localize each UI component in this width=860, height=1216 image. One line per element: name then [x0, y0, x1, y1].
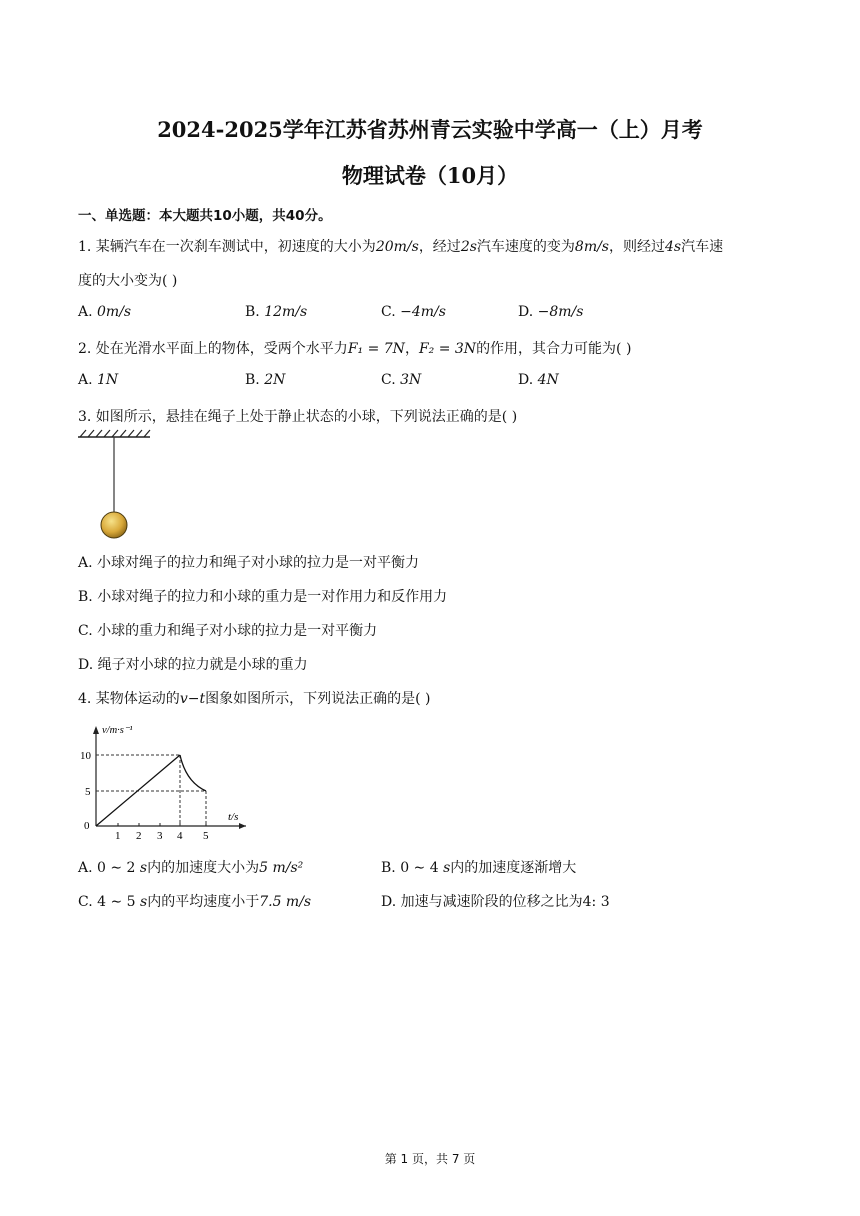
q1-stem-d: ，则经过: [609, 239, 665, 255]
q2-stem-a: 2. 处在光滑水平面上的物体，受两个水平力: [78, 341, 348, 357]
q3-option-d[interactable]: D. 绳子对小球的拉力就是小球的重力: [78, 657, 308, 673]
q4-option-a-value: 5 m/s²: [259, 860, 304, 876]
q2-option-c-value: 3N: [400, 372, 422, 388]
x-tick-2: 2: [136, 830, 142, 842]
q4-option-d-key: D.: [381, 894, 397, 910]
page-footer: 第 1 页，共 7 页: [384, 1152, 476, 1166]
q2-option-b-value: 2N: [264, 372, 286, 388]
guide-lines: [96, 755, 206, 826]
q4-option-b-range: 0 ∼ 4: [400, 860, 444, 876]
q3-option-a[interactable]: A. 小球对绳子的拉力和绳子对小球的拉力是一对平衡力: [78, 555, 420, 571]
q2-stem: [78, 338, 631, 358]
section-heading: 一、单选题：本大题共10小题，共40分。: [78, 208, 332, 224]
y-tick-10: 10: [80, 750, 91, 762]
q2-option-d-value: 4N: [537, 372, 559, 388]
y-axis-arrow: [93, 726, 99, 734]
y-axis-label: v/m·s⁻¹: [102, 725, 133, 736]
q1-stem-c: 汽车速度的变为: [476, 239, 575, 255]
q1-t2: 4s: [665, 239, 682, 255]
q1-v1: 8m/s: [574, 239, 609, 255]
q2-option-b-key: B.: [245, 372, 260, 388]
q1-option-d-value: −8m/s: [537, 304, 584, 320]
ceiling-hatch: [80, 430, 150, 437]
q4-option-a[interactable]: [78, 857, 303, 877]
q1-option-c-key: C.: [381, 304, 396, 320]
q4-stem-b: 图象如图所示，下列说法正确的是( ): [205, 691, 431, 707]
q4-option-c-unit: s: [140, 894, 148, 910]
q1-option-a-value: 0m/s: [97, 304, 132, 320]
q4-option-c[interactable]: [78, 891, 311, 911]
q1-option-d[interactable]: [518, 304, 583, 320]
x-axis-arrow: [239, 823, 246, 829]
q1-stem-line1: [78, 236, 723, 256]
q4-vt: v−t: [179, 691, 206, 707]
q2-f1: F₁ = 7N: [347, 341, 405, 357]
q4-option-a-key: A.: [78, 860, 93, 876]
q1-option-b-value: 12m/s: [264, 304, 308, 320]
q4-option-c-text: 内的平均速度小于: [147, 894, 260, 910]
q2-option-a-value: 1N: [97, 372, 119, 388]
x-tick-1: 1: [115, 830, 121, 842]
q2-option-d-key: D.: [518, 372, 534, 388]
q2-stem-b: 的作用，其合力可能为( ): [476, 341, 632, 357]
q4-option-b-key: B.: [381, 860, 396, 876]
x-tick-5: 5: [203, 830, 209, 842]
exam-title-line1: 2024-2025学年江苏省苏州青云实验中学高一（上）月考: [157, 117, 703, 142]
decel-curve: [180, 755, 206, 791]
q1-stem-a: 1. 某辆汽车在一次刹车测试中，初速度的大小为: [78, 239, 376, 255]
q2-option-d[interactable]: [518, 372, 559, 388]
q2-option-c[interactable]: [381, 372, 421, 388]
q4-option-a-unit: s: [139, 860, 148, 876]
q1-option-b[interactable]: [245, 304, 307, 320]
q2-option-a-key: A.: [78, 372, 93, 388]
q4-option-d-value: 4: 3: [582, 894, 610, 910]
q1-option-a-key: A.: [78, 304, 93, 320]
q4-option-c-range: 4 ∼ 5: [97, 894, 141, 910]
q1-stem-line2: 度的大小变为( ): [78, 273, 178, 289]
q1-stem-e: 汽车速: [681, 239, 724, 255]
x-tick-4: 4: [177, 830, 183, 842]
q4-option-c-key: C.: [78, 894, 93, 910]
q2-option-c-key: C.: [381, 372, 396, 388]
q4-option-d[interactable]: [381, 891, 610, 911]
q3-stem: 3. 如图所示，悬挂在绳子上处于静止状态的小球，下列说法正确的是( ): [78, 409, 518, 425]
q1-v0: 20m/s: [375, 239, 419, 255]
x-tick-3: 3: [157, 830, 163, 842]
q2-sep: ，: [404, 341, 419, 357]
q4-option-b[interactable]: [381, 857, 576, 877]
y-tick-5: 5: [85, 786, 91, 798]
q4-option-a-text: 内的加速度大小为: [147, 860, 260, 876]
q2-f2: F₂ = 3N: [418, 341, 477, 357]
q1-t1: 2s: [460, 239, 477, 255]
q3-option-c[interactable]: C. 小球的重力和绳子对小球的拉力是一对平衡力: [78, 623, 378, 639]
ball: [101, 512, 127, 538]
origin-label: 0: [84, 820, 90, 832]
q1-stem-b: ，经过: [418, 239, 461, 255]
exam-title-line2: 物理试卷（10月）: [341, 163, 519, 188]
vt-graph: [76, 716, 256, 842]
q4-option-a-range: 0 ∼ 2: [97, 860, 140, 876]
q2-option-a[interactable]: [78, 372, 118, 388]
q4-stem: [78, 688, 430, 708]
q4-option-d-text: 加速与减速阶段的位移之比为: [400, 894, 583, 910]
q1-option-c-value: −4m/s: [400, 304, 446, 320]
q1-option-a[interactable]: [78, 304, 131, 320]
q1-option-d-key: D.: [518, 304, 534, 320]
q3-option-b[interactable]: B. 小球对绳子的拉力和小球的重力是一对作用力和反作用力: [78, 589, 448, 605]
hanging-ball-figure: [76, 428, 156, 544]
q4-option-b-text: 内的加速度逐渐增大: [450, 860, 577, 876]
q4-option-c-value: 7.5 m/s: [259, 894, 312, 910]
q4-option-b-unit: s: [443, 860, 451, 876]
q4-stem-a: 4. 某物体运动的: [78, 691, 180, 707]
q1-option-c[interactable]: [381, 304, 446, 320]
q2-option-b[interactable]: [245, 372, 285, 388]
x-axis-label: t/s: [228, 811, 239, 823]
q1-option-b-key: B.: [245, 304, 260, 320]
